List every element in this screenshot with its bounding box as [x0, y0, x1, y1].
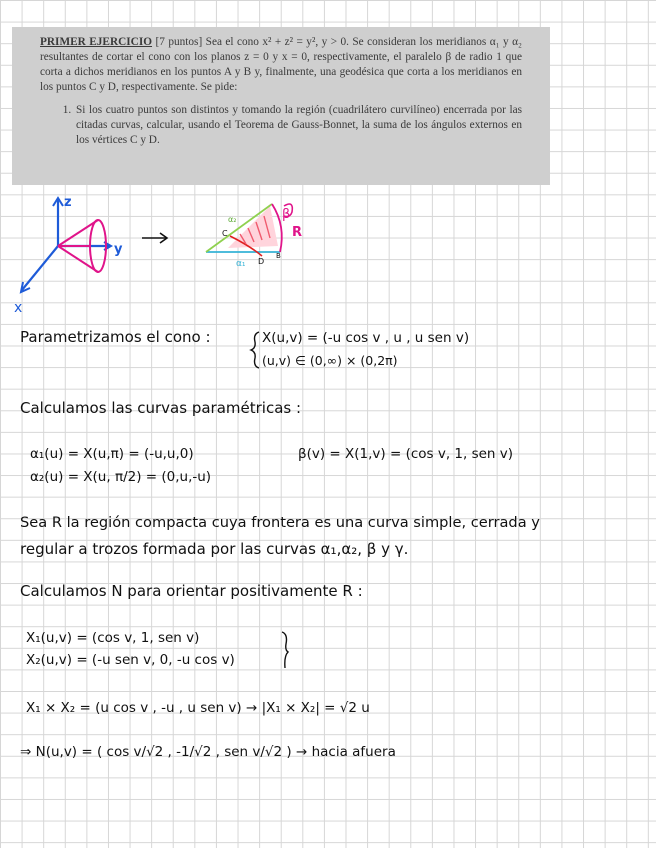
brace-icon [250, 330, 262, 370]
point-d-label: D [258, 257, 265, 266]
region-figure [200, 196, 320, 276]
note-alpha1: α₁(u) = X(u,π) = (-u,u,0) [30, 446, 194, 462]
note-beta: β(v) = X(1,v) = (cos v, 1, sen v) [298, 446, 514, 462]
exercise-heading: PRIMER EJERCICIO [40, 36, 153, 48]
alpha1-label: α₁ [236, 259, 246, 269]
note-alpha2: α₂(u) = X(u, π/2) = (0,u,-u) [30, 469, 212, 485]
x-axis [22, 246, 58, 290]
note-region-line1: Sea R la región compacta cuya frontera es una curva simple, cerrada y [20, 514, 540, 531]
point-c-label: C [222, 229, 228, 238]
note-x1: X₁(u,v) = (cos v, 1, sen v) [26, 630, 200, 646]
note-normal-vector: ⇒ N(u,v) = ( cos v/√2 , -1/√2 , sen v/√2 ) → hacia afuera [20, 744, 396, 760]
region-fill [228, 206, 278, 248]
cone-axes-figure [10, 190, 140, 315]
x-axis-label: x [14, 300, 23, 316]
note-cross-product: X₁ × X₂ = (u cos v , -u , u sen v) → |X₁ × X₂| = √2 u [26, 700, 370, 716]
note-param-formula: X(u,v) = (-u cos v , u , u sen v) [262, 330, 470, 346]
right-arrow-icon [140, 230, 170, 246]
z-axis-label: z [64, 195, 72, 210]
note-region-line2: regular a trozos formada por las curvas α₁,α₂, β y γ. [20, 540, 409, 558]
note-curves-heading: Calculamos las curvas paramétricas : [20, 399, 302, 417]
y-axis-label: y [114, 242, 123, 257]
exercise-list [40, 103, 522, 148]
point-b-label: B [276, 252, 281, 260]
note-parametrize: Parametrizamos el cono : [20, 328, 211, 346]
alpha2-label: α₂ [228, 215, 237, 224]
note-normal-heading: Calculamos N para orientar positivamente R : [20, 582, 363, 600]
exercise-points: [7 puntos] [155, 36, 203, 48]
beta-label: β [282, 207, 291, 222]
note-x2: X₂(u,v) = (-u sen v, 0, -u cos v) [26, 652, 235, 668]
exercise-item-1: 1. Si los cuatro puntos son distintos y tomando la región (cuadrilátero curvilíneo) encerrada por las citadas curvas, calcular, usando el Teorema de Gauss-Bonnet, la suma de los ángulos externos en los vértices C y D. [74, 103, 522, 148]
bracket-icon [280, 630, 290, 670]
note-param-domain: (u,v) ∈ (0,∞) × (0,2π) [262, 353, 398, 368]
region-label: R [292, 225, 303, 240]
exercise-text: Sea el cono x² + z² = y², y > 0. Se consideran los meridianos α₁ y α₂ resultantes de cortar el cono con los planos z = 0 y x = 0, respectivamente, el paralelo β de radio 1 que corta a dichos meridianos en los puntos A y B y, finalmente, una geodésica que corta a los meridianos en los puntos C y D, respectivamente. Se pide: [40, 36, 522, 93]
exercise-statement [12, 27, 550, 185]
